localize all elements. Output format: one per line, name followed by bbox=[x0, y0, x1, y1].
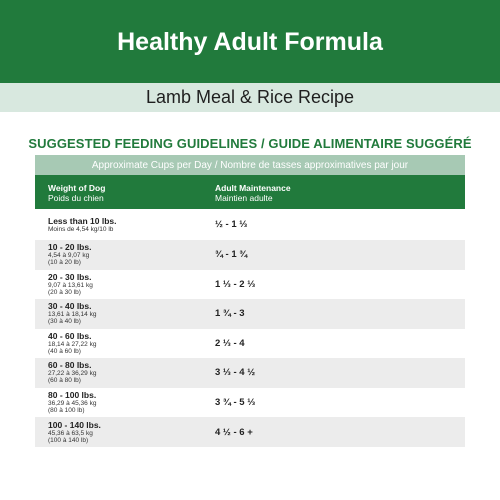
weight-metric: 36,29 à 45,36 kg bbox=[48, 399, 97, 407]
maintenance-header-label: Adult Maintenance bbox=[215, 183, 291, 193]
product-title-banner bbox=[0, 0, 500, 83]
weight-cell bbox=[35, 273, 215, 296]
table-row bbox=[35, 388, 465, 418]
weight-pounds: (10 à 20 lb) bbox=[48, 259, 81, 267]
weight-pounds: (80 à 100 lb) bbox=[48, 406, 85, 414]
weight-cell bbox=[35, 217, 215, 233]
amount-cell: 3 ¾ - 5 ⅓ bbox=[215, 396, 256, 408]
weight-metric: 9,07 à 13,61 kg bbox=[48, 281, 93, 289]
table-row bbox=[35, 209, 465, 240]
weight-imperial: 30 - 40 lbs. bbox=[48, 301, 92, 312]
weight-metric: 13,61 à 18,14 kg bbox=[48, 311, 97, 319]
weight-column-header bbox=[35, 183, 215, 203]
weight-pounds: (60 à 80 lb) bbox=[48, 377, 81, 385]
recipe-banner bbox=[0, 83, 500, 112]
table-row bbox=[35, 299, 465, 329]
weight-metric: 27,22 à 36,29 kg bbox=[48, 370, 97, 378]
weight-imperial: Less than 10 lbs. bbox=[48, 215, 117, 226]
weight-pounds: (30 à 40 lb) bbox=[48, 318, 81, 326]
feeding-table bbox=[35, 155, 465, 447]
amount-cell: ½ - 1 ⅓ bbox=[215, 219, 248, 230]
amount-cell: 1 ¾ - 3 bbox=[215, 308, 245, 320]
approx-cups-caption: Approximate Cups per Day / Nombre de tasses approximatives par jour bbox=[35, 155, 465, 175]
table-row bbox=[35, 270, 465, 300]
amount-cell: ¾ - 1 ¾ bbox=[215, 249, 248, 261]
table-header bbox=[35, 175, 465, 209]
weight-imperial: 40 - 60 lbs. bbox=[48, 330, 92, 341]
weight-metric: Moins de 4,54 kg/10 lb bbox=[48, 225, 114, 233]
weight-imperial: 10 - 20 lbs. bbox=[48, 242, 92, 253]
feeding-guidelines-title: SUGGESTED FEEDING GUIDELINES / GUIDE ALIMENTAIRE SUGGÉRÉ bbox=[28, 136, 472, 151]
table-row bbox=[35, 417, 465, 447]
recipe-name: Lamb Meal & Rice Recipe bbox=[145, 87, 355, 107]
weight-imperial: 80 - 100 lbs. bbox=[48, 389, 97, 400]
amount-cell: 2 ⅓ - 4 bbox=[215, 337, 245, 349]
weight-metric: 4,54 à 9,07 kg bbox=[48, 252, 90, 260]
amount-cell: 4 ½ - 6 + bbox=[215, 426, 253, 438]
weight-pounds: (100 à 140 lb) bbox=[48, 436, 89, 444]
table-row bbox=[35, 329, 465, 359]
weight-pounds: (20 à 30 lb) bbox=[48, 288, 81, 296]
weight-cell bbox=[35, 243, 215, 266]
maintenance-header-label-fr: Maintien adulte bbox=[215, 193, 273, 203]
weight-cell bbox=[35, 302, 215, 325]
weight-cell bbox=[35, 391, 215, 414]
table-row bbox=[35, 240, 465, 270]
amount-cell: 3 ⅓ - 4 ½ bbox=[215, 367, 256, 379]
product-title: Healthy Adult Formula bbox=[117, 28, 383, 56]
weight-metric: 45,36 à 63,5 kg bbox=[48, 429, 93, 437]
amount-cell: 1 ⅓ - 2 ⅓ bbox=[215, 278, 256, 290]
maintenance-column-header bbox=[215, 183, 465, 203]
weight-pounds: (40 à 60 lb) bbox=[48, 347, 81, 355]
weight-imperial: 60 - 80 lbs. bbox=[48, 360, 92, 371]
weight-cell bbox=[35, 421, 215, 444]
weight-header-label-fr: Poids du chien bbox=[48, 193, 104, 203]
weight-cell bbox=[35, 361, 215, 384]
weight-header-label: Weight of Dog bbox=[48, 183, 106, 193]
weight-imperial: 20 - 30 lbs. bbox=[48, 271, 92, 282]
weight-cell bbox=[35, 332, 215, 355]
table-row bbox=[35, 358, 465, 388]
weight-imperial: 100 - 140 lbs. bbox=[48, 419, 101, 430]
weight-metric: 18,14 à 27,22 kg bbox=[48, 340, 97, 348]
